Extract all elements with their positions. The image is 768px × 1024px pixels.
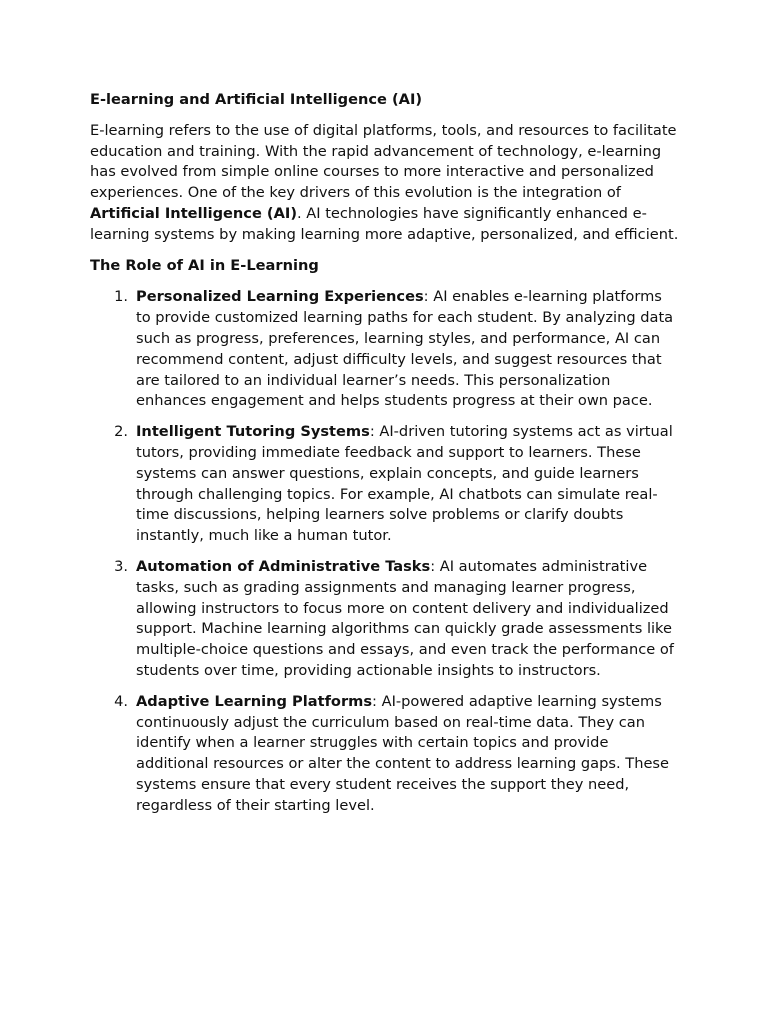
document-title: E-learning and Artificial Intelligence (AI)	[90, 91, 423, 108]
list-item-number: 3.	[114, 557, 128, 575]
list-item-number: 2.	[114, 423, 128, 441]
intro-paragraph	[90, 121, 680, 246]
list-item-text: : AI-driven tutoring systems act as virtual tutors, providing immediate feedback and support to learners. These systems can answer questions, explain concepts, and guide learners through challenging topics. For example, AI chatbots can simulate real-time discussions, helping learners solve problems or clarify doubts instantly, much like a human tutor.	[136, 423, 673, 545]
role-list	[90, 287, 680, 816]
list-item	[90, 692, 680, 817]
list-item-text: : AI automates administrative tasks, such as grading assignments and managing learner progress, allowing instructors to focus more on content delivery and individualized support. Machine learning algorithms can quickly grade assessments like multiple-choice questions and essays, and even track the performance of students over time, providing actionable insights to instructors.	[136, 557, 674, 679]
list-item-term: Automation of Administrative Tasks	[136, 557, 431, 575]
document-page	[90, 90, 680, 827]
list-item-term: Personalized Learning Experiences	[136, 288, 424, 306]
list-item-term: Intelligent Tutoring Systems	[136, 423, 370, 441]
list-item-text: : AI enables e-learning platforms to provide customized learning paths for each student. By analyzing data such as progress, preferences, learning styles, and performance, AI can recommend content, adjust difficulty levels, and suggest resources that are tailored to an individual learner’s needs. This personalization enhances engagement and helps students progress at their own pace.	[136, 288, 674, 410]
list-item-term: Adaptive Learning Platforms	[136, 692, 373, 710]
intro-text-start: E-learning refers to the use of digital platforms, tools, and resources to facilitate education and training. With the rapid advancement of technology, e-learning has evolved from simple online courses to more interactive and personalized experiences. One of the key drivers of this evolution is the integration of	[90, 121, 677, 202]
list-item-text: : AI-powered adaptive learning systems continuously adjust the curriculum based on real-time data. They can identify when a learner struggles with certain topics and provide additional resources or alter the content to address learning gaps. These systems ensure that every student receives the support they need, regardless of their starting level.	[136, 692, 669, 814]
intro-bold-term: Artificial Intelligence (AI)	[90, 204, 297, 222]
list-item	[90, 287, 680, 412]
list-item-number: 4.	[114, 692, 128, 710]
list-item	[90, 422, 680, 547]
intro-text-end: . AI technologies have significantly enhanced e-learning systems by making learning more adaptive, personalized, and efficient.	[90, 204, 679, 243]
section-heading: The Role of AI in E-Learning	[90, 256, 319, 274]
list-item-number: 1.	[114, 288, 128, 306]
list-item	[90, 557, 680, 682]
